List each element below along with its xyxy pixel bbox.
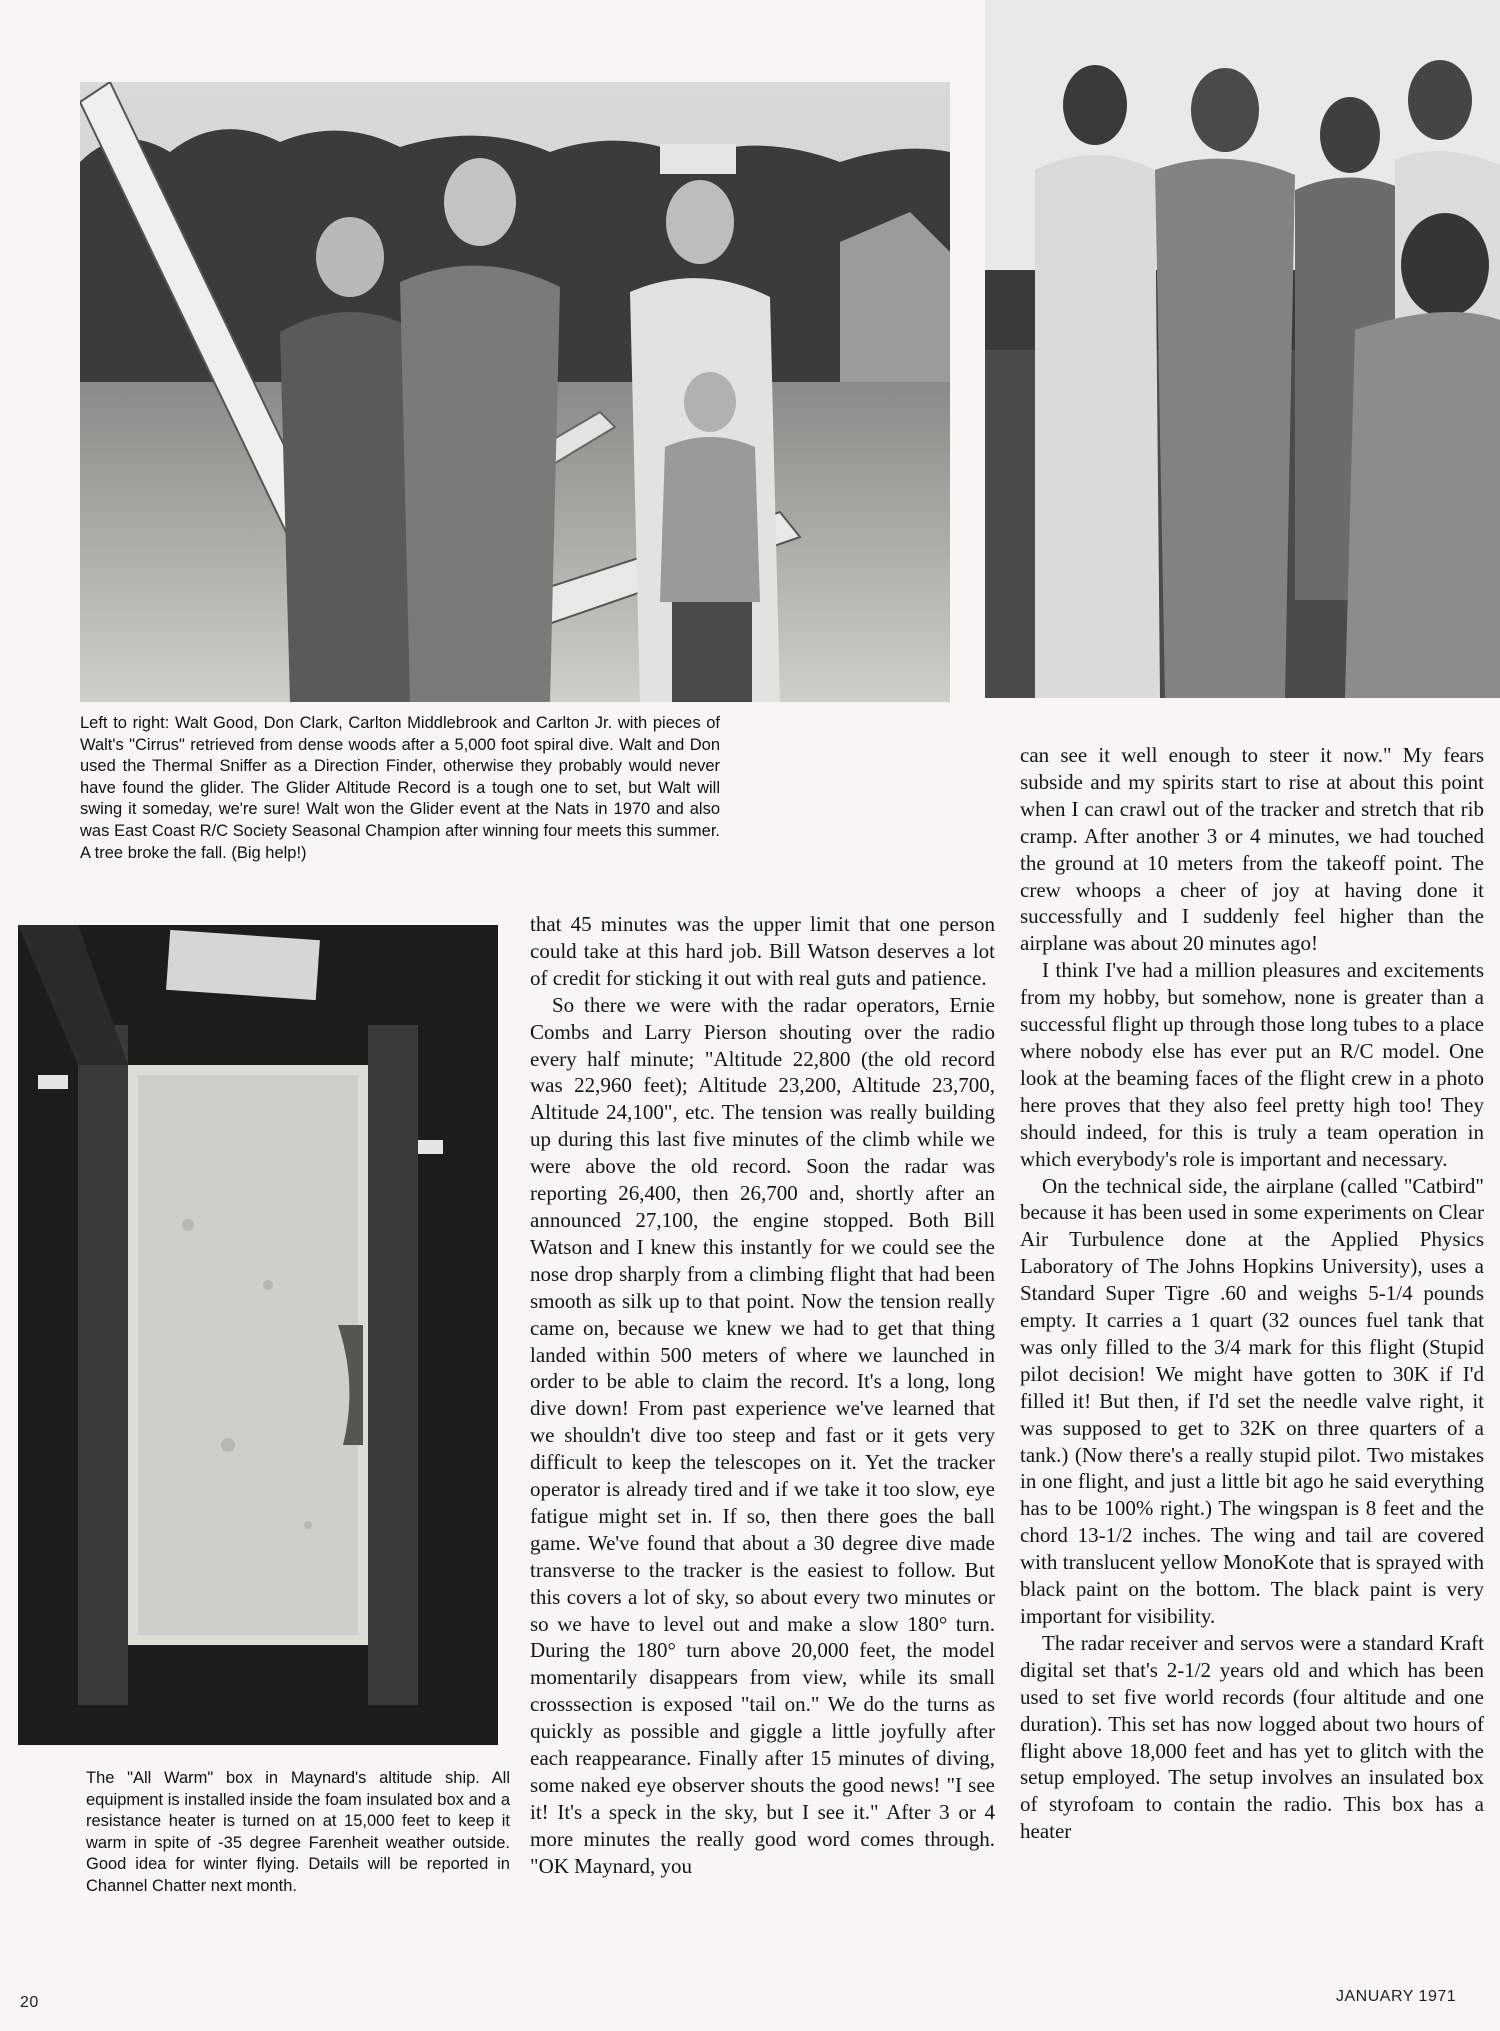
page-number: 20: [20, 1994, 39, 2011]
right-paragraph-3: On the technical side, the airplane (called "Catbird" because it has been used in some experiments on Clear Air Turbulence done at the Applied Physics Laboratory of The Johns Hopkins University), uses a Standard Super Tigre .60 and weighs 5-1/4 pounds empty. It carries a 1 quart (32 ounces fuel tank that was only filled to the 3/4 mark for this flight (Stupid pilot decision! We might have gotten to 30K if I'd filled it! But then, if I'd set the needle valve right, it was supposed to get to 32K on three quarters of a tank.) (Now there's a really stupid pilot. Two mistakes in one flight, and just a little bit ago he said everything has to be 100% right.) The wingspan is 8 feet and the chord 13-1/2 inches. The wing and tail are covered with translucent yellow MonoKote that is sprayed with black paint on the bottom. The black paint is very important for visibility.: [1020, 1173, 1484, 1628]
middle-paragraph-2: So there we were with the radar operators, Ernie Combs and Larry Pierson shouting over the radio every half minute; "Altitude 22,800 (the old record was 22,960 feet); Altitude 23,200, Altitude 23,700, Altitude 24,100", etc. The tension was really building up during this last five minutes of the climb while we were above the old record. Soon the radar was reporting 26,400, then 26,700 and, shortly after an announced 27,100, the engine stopped. Both Bill Watson and I knew this instantly for we could see the nose drop sharply from a climbing flight that had been smooth as silk up to that point. Now the tension really came on, because we knew we had to get that thing landed within 500 meters of where we launched in order to be able to claim the record. It's a long, long dive down! From past experience we've learned that we shouldn't dive too steep and fast or it gets very difficult to keep the telescopes on it. Yet the tracker operator is already tired and if we take it too slow, eye fatigue might set in. If so, then there goes the ball game. We've found that about a 30 degree dive made transverse to the tracker is the easiest to follow. But this covers a lot of sky, so about every two minutes or so we have to level out and make a slow 180° turn. During the 180° turn above 20,000 feet, the model momentarily disappears from view, while its small crosssection is exposed "tail on." We do the turns as quickly as possible and giggle a little joyfully after each reappearance. Finally after 15 minutes of diving, some naked eye observer shouts the good news! "I see it! It's a speck in the sky, but I see it." After 3 or 4 more minutes the really good word comes through. "OK Maynard, you: [530, 992, 995, 1878]
right-paragraph-2: I think I've had a million pleasures and excitements from my hobby, but somehow, none is greater than a successful flight up through those long tubes to a place where nobody else has ever put an R/C model. One look at the beaming faces of the flight crew in a photo here proves that they also feel pretty high too! They should indeed, for this is truly a team operation in which everybody's role is important and necessary.: [1020, 958, 1484, 1171]
photo-men-holding-glider-pieces: [80, 82, 950, 702]
photo-flight-crew: [985, 0, 1500, 698]
bottom-photo-caption: The "All Warm" box in Maynard's altitude ship. All equipment is installed inside the foam insulated box and a resistance heater is turned on at 15,000 feet to keep it warm in spite of -35 degree Farenheit weather outside. Good idea for winter flying. Details will be reported in Channel Chatter next month.: [86, 1769, 510, 1895]
right-paragraph-1: can see it well enough to steer it now." My fears subside and my spirits start to rise at about this point when I can crawl out of the tracker and stretch that rib cramp. After another 3 or 4 minutes, we had touched the ground at 10 meters from the takeoff point. The crew whoops a cheer of joy at having done it successfully and I suddenly feel higher than the airplane was about 20 minutes ago!: [1020, 743, 1484, 956]
issue-date: JANUARY 1971: [1336, 1988, 1457, 2005]
middle-paragraph-1: that 45 minutes was the upper limit that one person could take at this hard job. Bill Watson deserves a lot of credit for sticking it out with real guts and patience.: [530, 912, 995, 990]
article-middle-column: [530, 911, 995, 1880]
article-right-column: [1020, 742, 1484, 1845]
photo-all-warm-box: [18, 925, 498, 1745]
right-paragraph-4: The radar receiver and servos were a standard Kraft digital set that's 2-1/2 years old and which has been used to set five world records (four altitude and one duration). This set has now logged about two hours of flight above 18,000 feet and has yet to glitch with the setup employed. The setup involves an insulated box of styrofoam to contain the radio. This box has a heater: [1020, 1630, 1484, 1844]
top-photo-caption: Left to right: Walt Good, Don Clark, Carlton Middlebrook and Carlton Jr. with pieces of Walt's "Cirrus" retrieved from dense woods after a 5,000 foot spiral dive. Walt and Don used the Thermal Sniffer as a Direction Finder, otherwise they probably would never have found the glider. The Glider Altitude Record is a tough one to set, but Walt will swing it someday, we're sure! Walt won the Glider event at the Nats in 1970 and also was East Coast R/C Society Seasonal Champion after winning four meets this summer. A tree broke the fall. (Big help!): [80, 714, 720, 862]
